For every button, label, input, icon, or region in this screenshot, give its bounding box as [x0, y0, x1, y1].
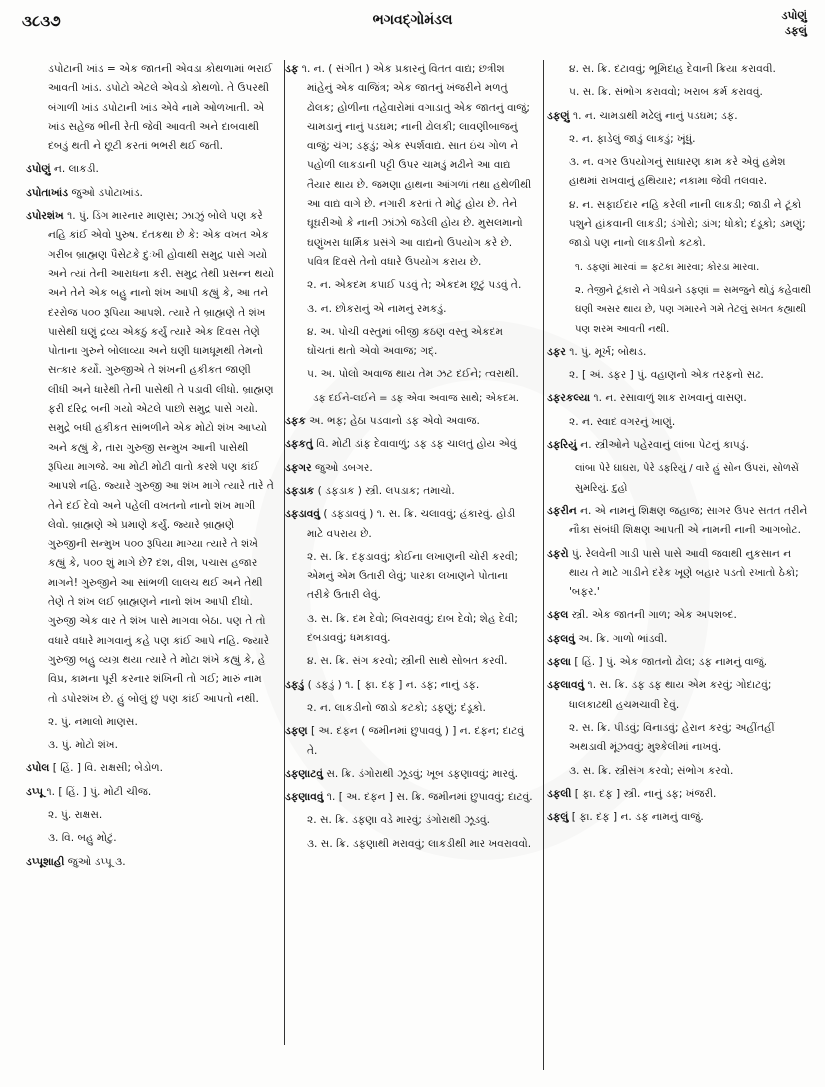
- headword: ડફડું: [285, 678, 305, 691]
- headword: ડફડાવવું: [285, 508, 320, 521]
- definition-text: ૫. અ. પોલો અવાજ થાય તેમ ઝટ દઈને; ત્વરાથી.: [307, 368, 519, 381]
- dictionary-entry: [547, 107, 813, 126]
- definition-text: ડપોટાની ખાંડ = એક જાતની એવડા કોથળામાં ભરાઈ આવતી ખાંડ. ડપોટો એટલે એવડો કોથળો. તે ઉપરથી બંગાળી ખાંડ ડપોટાની ખાંડ એવે નામે ઓળખાતી. એ ખાંડ સહેજ ભીની રેતી જેવી આવતી અને દાબવાથી દબડું થતી ને છૂટી કરતાં ભભરી થઈ જતી.: [48, 63, 273, 153]
- definition-text: [ અ. દફન ( જમીનમાં છુપાવવું ) ] ન. દફન; દાટવું તે.: [307, 725, 524, 757]
- headword: ડપ્પૂ: [26, 785, 44, 798]
- headword: ડફક: [285, 415, 306, 428]
- headword: ડફલવું: [547, 632, 575, 645]
- column-right: [547, 60, 813, 831]
- dictionary-entry: [547, 436, 813, 455]
- definition-text: ૧. ડફણાં મારવાં = ફટકા મારવા; કોરડા મારવા.: [575, 261, 760, 273]
- dictionary-entry: [285, 459, 533, 478]
- entry-sense: [293, 548, 533, 606]
- definition-text: સ્ત્રી. એક જાતની ગાળ; એક અપશબ્દ.: [568, 609, 737, 622]
- definition-text: ડફ દઈને-લઈને = ડફ એવા અવાજ સાથે; એકદમ.: [313, 392, 519, 404]
- definition-text: ( ડફડું ) ૧. [ ફા. દફ ] ન. ડફ; નાનું ડફ.: [304, 678, 480, 691]
- definition-text: ૧. સ. ક્રિ. ડફ ડફ થાય એમ કરવું; ગોદાટવું; ધાલકાઢથી હચમચાવી દેવું.: [569, 679, 772, 711]
- entry-sense: [555, 719, 813, 758]
- dictionary-entry: [26, 160, 274, 179]
- definition-text: [ ફા. દફ ] ન. ડફ નામનું વાજું.: [568, 811, 704, 824]
- entry-sense: [555, 366, 813, 385]
- headword: ડફણાટવું: [285, 767, 323, 780]
- definition-text: ૩. પું. મોટો શંખ.: [48, 739, 118, 752]
- definition-text: [ ફા. દફ ] સ્ત્રી. નાનું ડફ; ખંજરી.: [571, 787, 717, 800]
- definition-text: ૧. પું. મૂર્ખ; બોથડ.: [565, 345, 647, 358]
- definition-text: વિ. મોટી ડાંફ દેવાવાળું; ડફ ડફ ચાલતું હોય એવું: [312, 438, 517, 451]
- definition-text: [ હિં. ] પું. એક જાતનો ઢોલ; ડફ નામનું વાજું.: [570, 656, 768, 669]
- column-divider: [543, 60, 544, 1070]
- entry-sense: [293, 300, 533, 319]
- entry-sense: [34, 713, 274, 732]
- entry-sense: [555, 60, 813, 79]
- definition-text: જુઓ ડપ્પૂ ૩.: [64, 855, 126, 868]
- definition-text: ૧. ન. ( સંગીત ) એક પ્રકારનું વિતત વાદ્ય; છત્રીશ માંહેનું એક વાજિંત્ર; એક જાતનું ખંજરીને મળતું ઢોલક; હોળીના તહેવારોમાં વગાડાતું એક જાતનું વાજું; ચામડાનું નાનું પડઘમ; નાની ઢોલકી; લાવણીબાજનું વાજું; ચંગ; ડફડું; એક સ્પર્શવાદ્ય. સાત ઇંચ ગોળ ને પહોળી લાકડાની પટ્ટી ઉપર ચામડું મઢીને આ વાદ્ય તૈયાર થાય છે. જમણા હાથના આંગળાં તથા હથેળીથી આ વાદ્ય વાગે છે. નગારી કરતાં તે મોટું હોય છે. તેને ઘૂઘરીઓ કે નાની ઝાંઝો જડેલી હોય છે. મુસલમાનો ઘણુંખરા ધાર્મિક પ્રસંગે આ વાદ્યનો ઉપયોગ કરે છે. પવિત્ર દિવસે તેનો વધારે ઉપયોગ કરાય છે.: [298, 63, 532, 268]
- headword: ડફણ: [285, 725, 308, 738]
- guide-word-first: ડપોણું: [781, 9, 807, 22]
- headword: ડફગર: [285, 461, 312, 474]
- dictionary-entry: [547, 653, 813, 672]
- entry-sense: [293, 699, 533, 718]
- definition-text: ૧. [ હિં. ] પું. મોટી ચીજ.: [43, 785, 152, 798]
- dictionary-entry: [547, 630, 813, 649]
- definition-text: જુઓ ડપોટાખાંડ.: [68, 186, 143, 199]
- definition-text: ૩. સ. ક્રિ. ડફણાથી મરાવવું; લાકડીથી માર ખવરાવવો.: [307, 837, 532, 850]
- dictionary-entry: [285, 482, 533, 501]
- definition-text: ૧. ન. ચામડાથી મઢેલું નાનું પડઘમ; ડફ.: [569, 109, 738, 122]
- definition-text: ૧. પું. ડિંગ મારનાર માણસ; ઝાઝું બોલે પણ કરે નહિ કાંઈ એવો પુરુષ. દંતકથા છે કે: એક વખત એક ગરીબ બ્રાહ્મણ પૈસેટકે દુઃખી હોવાથી સમુદ્ર પાસે ગયો અને ત્યાં તેની આરાધના કરી. સમુદ્ર તેથી પ્રસન્ન થયો અને તેને એક બહુ નાનો શંખ આપી કહ્યું કે, આ તને દરરોજ ૫૦૦ રૂપિયા આપશે. ત્યારે તે બ્રાહ્મણે તે શંખ પાસેથી ઘણું દ્રવ્ય એકઠું કર્યું ત્યારે એક દિવસ તેણે પોતાના ગુરુને બોલાવ્યા અને ઘણી ધામધૂમથી તેમનો સત્કાર કર્યો. ગુરુજીએ તે શંખની હકીકત જાણી લીધી અને ધારેથી તેની પાસેથી તે પડાવી લીધો. બ્રાહ્મણ ફરી દરિદ્ર બની ગયો એટલે પાછો સમુદ્ર પાસે ગયો. સમુદ્રે બધી હકીકત સાંભળીને એક મોટો શંખ આપ્યો અને કહ્યું કે, તારા ગુરુજી સન્મુખ આની પાસેથી રૂપિયા માગજે. આ મોટી મોટી વાતો કરશે પણ કાંઈ આપશે નહિ. જ્યારે ગુરુજી આ શંખ માગે ત્યારે તારે તે તેને દઈ દેવો અને પહેલી વખતનો નાનો શંખ માગી લેવો. બ્રાહ્મણે એ પ્રમાણે કર્યું. જ્યારે બ્રાહ્મણે ગુરુજીની સન્મુખ ૫૦૦ રૂપિયા માગ્યા ત્યારે તે શંખે કહ્યું કે, ૫૦૦ શું માગે છે? દશ, વીશ, પચાસ હજાર માગને! ગુરુજીને આ સાંભળી લાલચ થઈ અને તેથી તેણે તે શંખ લઈ બ્રાહ્મણને નાનો શંખ આપી દીધો. ગુરુજી એક વાર તે શંખ પાસે માગવા બેઠા. પણ તે તો વધારે વધારે માગવાનું કહે પણ કાંઈ આપે નહિ. જ્યારે ગુરુજી બહુ વ્યગ્ર થયા ત્યારે તે મોટા શંખે કહ્યું કે, હે વિપ્ર, કામના પૂરી કરનાર શંખિની તો ગઈ; મારું નામ તો ડપોરશંખ છે. હું બોલું છું પણ કાંઈ આપતો નથી.: [48, 210, 275, 705]
- definition-text: ૨. સ. ક્રિ. દફડાવવું; કોઈના લખાણની ચોરી કરવી; એમનું એમ ઉતારી લેવું; પારકા લખાણને પોતાના તરીકે ઉતારી લેવું.: [307, 550, 519, 602]
- entry-sense: [293, 652, 533, 671]
- dictionary-entry: [547, 676, 813, 715]
- headword: ડફરીન: [547, 504, 577, 517]
- entry-sense: [555, 196, 813, 254]
- definition-text: પું. રેલવેની ગાડી પાસે પાસે આવી જવાથી નુકસાન ન થાય તે માટે ગાડીને દરેક ખૂણે બહાર પડતો રખાતો ઠેકો; 'બફર.': [568, 547, 799, 599]
- dictionary-entry: [26, 759, 274, 778]
- headword: ડફ: [285, 63, 299, 75]
- definition-text: ૨. તેજીને ટૂંકારો ને ગધેડાને ડફણાં = સમજુને થોડું કહેવાથી ઘણી અસર થાય છે, પણ ગમારને ગમે તેટલું સખત કહ્યાથી પણ શરમ આવતી નથી.: [575, 284, 812, 335]
- entry-example: [555, 258, 813, 277]
- definition-text: ૪. સ. ક્રિ. દટાવવું; ભૂમિદાહ દેવાની ક્રિયા કરાવવી.: [569, 63, 776, 75]
- entry-sense: [293, 610, 533, 649]
- entry-sense: [34, 829, 274, 848]
- dictionary-entry: [26, 207, 274, 709]
- dictionary-entry: [547, 808, 813, 827]
- dictionary-entry: [285, 765, 533, 784]
- definition-text: ૨. ન. સ્વાદ વગરનું ખાણું.: [569, 415, 676, 428]
- dictionary-entry: [26, 783, 274, 802]
- dictionary-entry: [26, 184, 274, 203]
- definition-text: ૨. પું. નમાલો માણસ.: [48, 715, 138, 728]
- dictionary-entry: [547, 785, 813, 804]
- headword: ડપોરશંખ: [26, 210, 64, 223]
- entry-example: [293, 389, 533, 408]
- dictionary-entry: [285, 60, 533, 272]
- definition-text: ન. સ્ત્રીઓને પહેરવાનું લાંબા પેટનું કાપડું.: [576, 439, 749, 452]
- definition-text: ૪. અ. પોચી વસ્તુમાં બીજી કઠણ વસ્તુ એકદમ ઘોંચતાં થતો એવો અવાજ; ગદ્.: [307, 325, 503, 358]
- headword: ડપોલ: [26, 762, 50, 775]
- entry-sense: [293, 365, 533, 384]
- definition-text: [ હિં. ] વિ. રાક્ષસી; બેડોળ.: [49, 762, 164, 775]
- entry-sense: [555, 83, 813, 102]
- definition-text: ૪. સ. ક્રિ. સંગ કરવો; સ્ત્રીની સાથે સોબત કરવી.: [307, 655, 508, 668]
- headword: ડફલું: [547, 811, 569, 824]
- entry-sense: [555, 762, 813, 781]
- dictionary-entry: [547, 545, 813, 603]
- entry-sense: [34, 736, 274, 755]
- entry-sense: [293, 323, 533, 362]
- definition-text: ૧. [ અ. દફન ] સ. ક્રિ. જમીનમાં છુપાવવું; દાટવું.: [323, 791, 533, 804]
- definition-text: સ. ક્રિ. ડંગોરાથી ઝૂડવું; ખૂબ ડફણાવવું; મારવું.: [322, 767, 518, 780]
- definition-text: ૫. સ. ક્રિ. સંભોગ કરાવવો; ખરાબ કર્મ કરાવવું.: [569, 86, 763, 99]
- running-title: ભગવદ્ગોમંડલ: [372, 12, 453, 28]
- headword: ડફણાવવું: [285, 791, 324, 804]
- definition-text: ૩. સ. ક્રિ. દમ દેવો; બિવરાવવું; દાબ દેવો; શેહ દેવી; દબડાવવું; ધમકાવવું.: [307, 612, 518, 645]
- definition-text: ૩. ન. વગર ઉપયોગનું સાધારણ કામ કરે એવું હમેશ હાથમાં રાખવાનું હથિયાર; નકામા જેવી તલવાર.: [569, 156, 786, 188]
- definition-text: ન. લાકડી.: [50, 163, 99, 176]
- dictionary-entry: [285, 505, 533, 544]
- column-middle: [285, 60, 533, 858]
- dictionary-entry: [547, 502, 813, 541]
- headword: ડફડાક: [285, 484, 315, 497]
- dictionary-entry: [285, 722, 533, 761]
- definition-text: ૨. ન. એકદમ કપાઈ પડવું તે; એકદમ છૂટું પડવું તે.: [307, 279, 522, 292]
- definition-text: લાંબા પેરે ઘાઘરા, પેરે ડફરિયું / વારે હું સોન ઉપરાં, સોળસેં સુમરિયું. દુહો: [575, 463, 799, 494]
- dictionary-entry: [285, 788, 533, 807]
- guide-word-last: ડફલું: [784, 24, 807, 37]
- entry-sense: [34, 60, 274, 156]
- dictionary-entry: [547, 343, 813, 362]
- entry-sense: [34, 806, 274, 825]
- entry-sense: [555, 130, 813, 149]
- entry-example: [555, 459, 813, 498]
- entry-sense: [293, 276, 533, 295]
- page-number: ૩૮૩૭: [22, 12, 61, 30]
- dictionary-entry: [285, 412, 533, 431]
- definition-text: ૨. ન. લાકડીનો જાડો કટકો; ડફણું; દંડૂકો.: [307, 701, 486, 714]
- definition-text: ( ડફડાક ) સ્ત્રી. લપડાક; તમાચો.: [314, 484, 455, 497]
- headword: ડફકતું: [285, 438, 313, 451]
- definition-text: અ. ક્રિ. ગાળો ભાંડવી.: [575, 632, 668, 645]
- entry-sense: [555, 153, 813, 192]
- definition-text: ૩. ન. છોકરાનું એ નામનું રમકડું.: [307, 302, 447, 315]
- definition-text: ૪. ન. સફાઈદાર નહિ કરેલી નાની લાકડી; જાડી ને ટૂંકો પશુને હાંકવાની લાકડી; ડંગોરો; ડાંગ; ધોકો; દંડૂકો; ડમણું; જાડો પણ નાનો લાકડીનો કટકો.: [569, 198, 806, 250]
- dictionary-entry: [547, 606, 813, 625]
- definition-text: જુઓ ડબગર.: [311, 461, 373, 474]
- definition-text: ૨. [ અં. ડફર ] પું. વહાણનો એક તરફનો સઢ.: [569, 369, 764, 382]
- definition-text: ૨. સ. ક્રિ. ડફણા વડે મારવું; ડંગોરાથી ઝૂડવું.: [307, 814, 491, 827]
- headword: ડફરકલ્યા: [547, 392, 591, 405]
- definition-text: ૨. પું. રાક્ષસ.: [48, 808, 103, 821]
- definition-text: ૨. ન. ફાડેલું જાડું લાકડું; ખૂંધું.: [569, 132, 696, 145]
- headword: ડફરિયું: [547, 439, 577, 452]
- definition-text: અ. ભફ; હેઠા પડવાનો ડફ એવો અવાજ.: [305, 415, 480, 428]
- guide-words: [781, 8, 807, 38]
- definition-text: ૧. ન. રસાવાળું શાક રાખવાનું વાસણ.: [590, 392, 747, 405]
- definition-text: ન. એ નામનું શિક્ષણ જહાજ; સાગર ઉપર સતત તરીને નૌકા સંબંધી શિક્ષણ આપતી એ નામની નાની આગબોટ.: [569, 504, 808, 537]
- dictionary-entry: [26, 853, 274, 872]
- definition-text: ૨. સ. ક્રિ. પીડવું; વિનાડવું; હેરાન કરવું; અહીંતહીં અથડાવી મૂંઝવવું; મુશ્કેલીમાં નાખવું.: [569, 721, 775, 754]
- column-left: [26, 60, 275, 876]
- entry-sense: [555, 413, 813, 432]
- entry-example: [555, 281, 813, 339]
- headword: ડફલી: [547, 787, 572, 800]
- headword: ડફરો: [547, 547, 569, 560]
- definition-text: ૩. વિ. બહુ મોટું.: [48, 832, 117, 845]
- headword: ડફલ: [547, 609, 569, 622]
- entry-sense: [293, 811, 533, 830]
- dictionary-entry: [285, 435, 533, 454]
- headword: ડપ્પૂશાહી: [26, 855, 65, 868]
- entry-sense: [293, 835, 533, 854]
- headword: ડપોતાખાંડ: [26, 186, 69, 199]
- headword: ડફણું: [547, 109, 570, 122]
- headword: ડફલાવવું: [547, 679, 585, 692]
- definition-text: ૩. સ. ક્રિ. સ્ત્રીસંગ કરવો; સંભોગ કરવો.: [569, 764, 734, 777]
- headword: ડફર: [547, 345, 566, 358]
- dictionary-entry: [285, 676, 533, 695]
- dictionary-entry: [547, 389, 813, 408]
- definition-text: ( ડફડાવવું ) ૧. સ. ક્રિ. ચલાવવું; હંકારવું. હોડી માટે વપરાય છે.: [307, 508, 516, 540]
- headword: ડફલા: [547, 656, 571, 669]
- headword: ડપોણું: [26, 163, 51, 176]
